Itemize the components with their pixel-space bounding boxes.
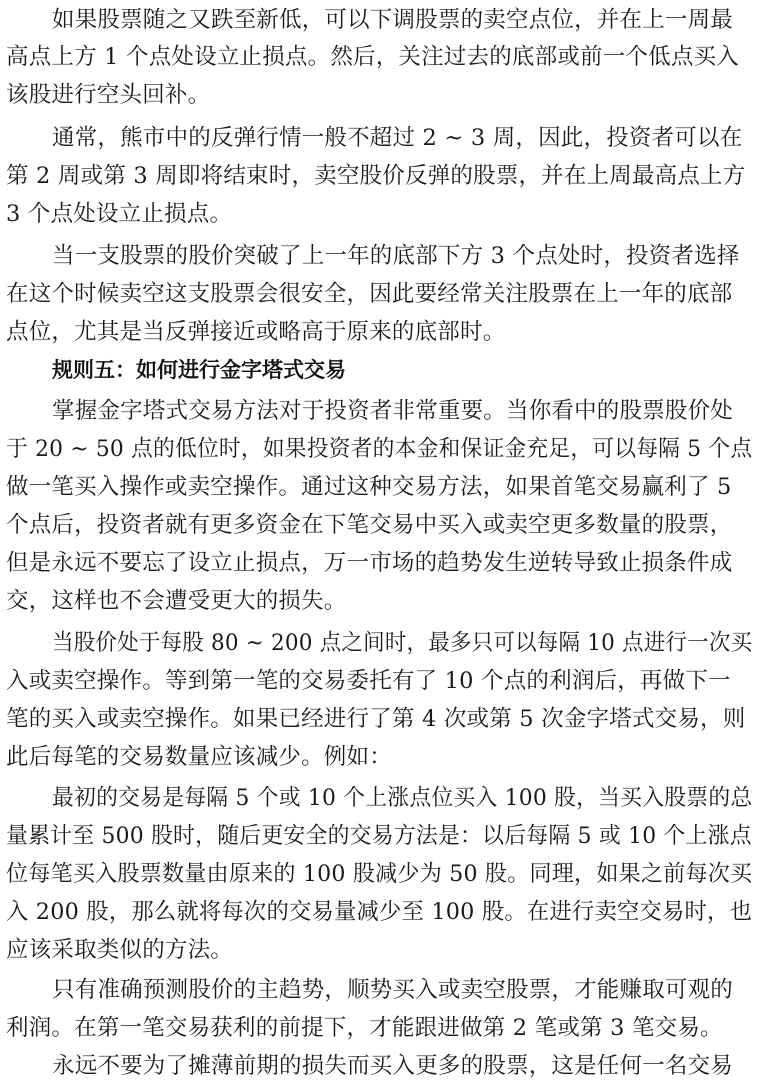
text-line: 个点后，投资者就有更多资金在下笔交易中买入或卖空更多数量的股票， (6, 512, 733, 538)
text-line: 做一笔买入操作或卖空操作。通过这种交易方法，如果首笔交易赢利了 5 (6, 474, 732, 500)
text-line: 点位，尤其是当反弹接近或略高于原来的底部时。 (6, 319, 506, 345)
text-line: 掌握金字塔式交易方法对于投资者非常重要。当你看中的股票股价处 (52, 398, 734, 424)
text-line: 只有准确预测股价的主趋势，顺势买入或卖空股票，才能赚取可观的 (52, 977, 734, 1003)
text-line: 该股进行空头回补。 (6, 82, 211, 108)
text-line: 第 2 周或第 3 周即将结束时，卖空股价反弹的股票，并在上周最高点上方 (6, 163, 746, 189)
text-line: 3 个点处设立止损点。 (6, 201, 233, 227)
text-line: 利润。在第一笔交易获利的前提下，才能跟进做第 2 笔或第 3 笔交易。 (6, 1015, 723, 1041)
text-line: 入 200 股，那么就将每次的交易量减少至 100 股。在进行卖空交易时，也 (6, 899, 753, 925)
text-line: 入或卖空操作。等到第一笔的交易委托有了 10 个点的利润后，再做下一 (6, 668, 731, 694)
text-line: 当一支股票的股价突破了上一年的底部下方 3 个点处时，投资者选择 (52, 243, 740, 269)
text-line: 位每笔买入股票数量由原来的 100 股减少为 50 股。同理，如果之前每次买 (6, 861, 753, 887)
text-line: 最初的交易是每隔 5 个或 10 个上涨点位买入 100 股，当买入股票的总 (52, 785, 753, 811)
text-line: 量累计至 500 股时，随后更安全的交易方法是：以后每隔 5 或 10 个上涨点 (6, 823, 752, 849)
section-heading: 规则五：如何进行金字塔式交易 (52, 358, 346, 382)
text-line: 应该采取类似的方法。 (6, 937, 234, 963)
text-line: 如果股票随之又跌至新低，可以下调股票的卖空点位，并在上一周最 (52, 7, 734, 33)
text-line: 永远不要为了摊薄前期的损失而买入更多的股票，这是任何一名交易 (52, 1053, 734, 1079)
text-line: 通常，熊市中的反弹行情一般不超过 2 ~ 3 周，因此，投资者可以在 (52, 125, 743, 151)
text-line: 当股价处于每股 80 ~ 200 点之间时，最多只可以每隔 10 点进行一次买 (52, 630, 753, 656)
text-line: 此后每笔的交易数量应该减少。例如： (6, 744, 392, 770)
text-line: 但是永远不要忘了设立止损点，万一市场的趋势发生逆转导致止损条件成 (6, 550, 733, 576)
text-line: 高点上方 1 个点处设立止损点。然后，关注过去的底部或前一个低点买入 (6, 44, 739, 70)
text-line: 笔的买入或卖空操作。如果已经进行了第 4 次或第 5 次金字塔式交易，则 (6, 706, 746, 732)
text-line: 于 20 ~ 50 点的低位时，如果投资者的本金和保证金充足，可以每隔 5 个点 (6, 436, 753, 462)
text-line: 在这个时候卖空这支股票会很安全，因此要经常关注股票在上一年的底部 (6, 281, 733, 307)
text-line: 交，这样也不会遭受更大的损失。 (6, 588, 347, 614)
